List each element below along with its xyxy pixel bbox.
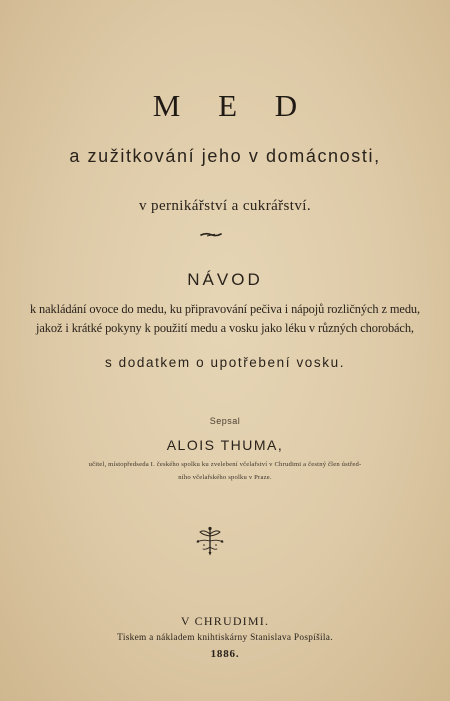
author-name: ALOIS THUMA, bbox=[166, 437, 284, 453]
guide-description-line-2: jakož i krátké pokyny k použití medu a vosku jako léku v různých chorobách, bbox=[36, 321, 414, 335]
book-subtitle-second: v pernikářství a cukrářství. bbox=[139, 198, 311, 214]
publication-year: 1886. bbox=[210, 648, 240, 660]
book-title: M E D bbox=[152, 88, 313, 123]
publication-city: V CHRUDIMI. bbox=[180, 614, 270, 628]
written-by-label: Sepsal bbox=[209, 416, 241, 426]
floral-vignette-icon bbox=[194, 526, 226, 556]
guide-heading: NÁVOD bbox=[187, 270, 263, 289]
book-subtitle: a zužitkování jeho v domácnosti, bbox=[69, 146, 381, 166]
author-affiliation-line-2: ního včelařského spolku v Praze. bbox=[178, 474, 272, 481]
appendix-note: s dodatkem o upotřebení vosku. bbox=[104, 355, 346, 370]
guide-description-line-1: k nakládání ovoce do medu, ku připravování pečiva i nápojů rozličných z medu, bbox=[29, 302, 421, 316]
printer-line: Tiskem a nákladem knihtiskárny Stanislava Pospíšila. bbox=[117, 633, 333, 643]
dash-ornament-icon bbox=[200, 231, 222, 239]
author-affiliation-line-1: učitel, místopředseda I. českého spolku ku zvelebení včelařství v Chrudimi a čestný člen ústřed- bbox=[88, 461, 362, 468]
